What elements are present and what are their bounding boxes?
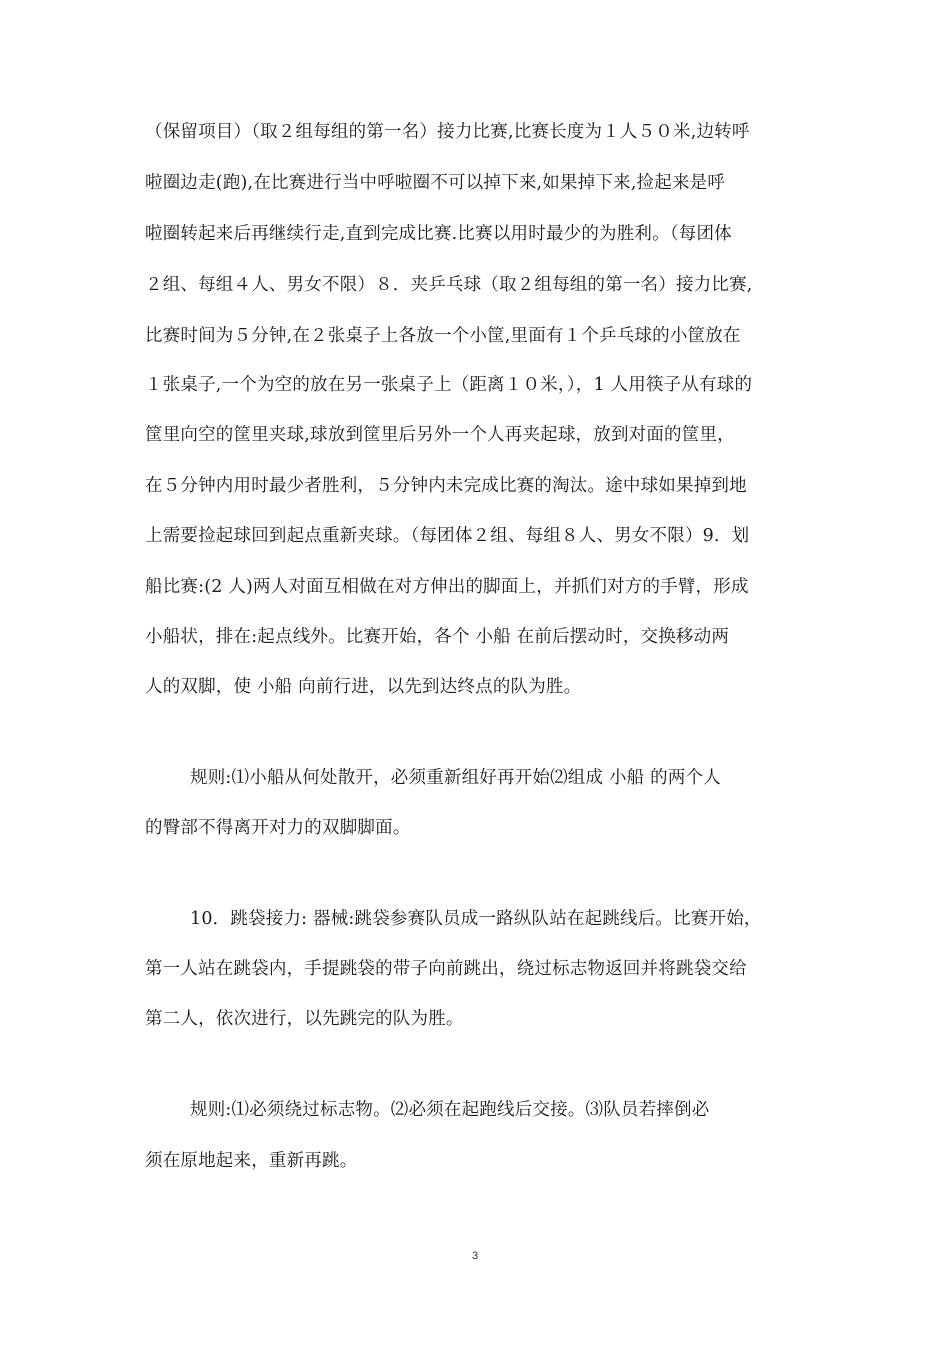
text-line: 规则:⑴小船从何处散开，必须重新组好再开始⑵组成 小船 的两个人 [190, 768, 721, 788]
text-line: （保留项目）（取２组每组的第一名）接力比赛,比赛长度为１人５０米,边转呼 [145, 122, 750, 142]
text-line: 上需要捡起球回到起点重新夹球。（每团体２组、每组８人、男女不限）9．划 [145, 526, 750, 546]
text-line: 小船状，排在:起点线外。比赛开始，各个 小船 在前后摆动时，交换移动两 [145, 627, 730, 647]
text-line: 啦圈转起来后再继续行走,直到完成比赛.比赛以用时最少的为胜利。（每团体 [145, 224, 732, 244]
text-line: 第一人站在跳袋内，手提跳袋的带子向前跳出，绕过标志物返回并将跳袋交给 [145, 959, 747, 979]
text-line: 啦圈边走(跑),在比赛进行当中呼啦圈不可以掉下来,如果掉下来,捡起来是呼 [145, 173, 726, 193]
text-line: 筐里向空的筐里夹球,球放到筐里后另外一个人再夹起球，放到对面的筐里， [145, 425, 735, 445]
page-number: 3 [471, 1250, 479, 1262]
text-line: 规则:⑴必须绕过标志物。⑵必须在起跑线后交接。⑶队员若摔倒必 [190, 1100, 710, 1120]
text-line: 第二人，依次进行，以先跳完的队为胜。 [145, 1009, 464, 1029]
text-line: 在５分钟内用时最少者胜利，５分钟内未完成比赛的淘汰。途中球如果掉到地 [145, 476, 747, 496]
text-line: 10．跳袋接力: 器械:跳袋参赛队员成一路纵队站在起跳线后。比赛开始， [190, 909, 762, 929]
text-line: 的臀部不得离开对力的双脚脚面。 [145, 818, 411, 838]
text-line: 人的双脚，使 小船 向前行进，以先到达终点的队为胜。 [145, 677, 582, 697]
text-line: ２组、每组４人、男女不限）８．夹乒乓球（取２组每组的第一名）接力比赛, [145, 275, 753, 295]
text-line: 船比赛:(2 人)两人对面互相做在对方伸出的脚面上，并抓们对方的手臂，形成 [145, 577, 749, 597]
text-line: 须在原地起来，重新再跳。 [145, 1151, 358, 1171]
text-line: 比赛时间为５分钟,在２张桌子上各放一个小筐,里面有１个乒乓球的小筐放在 [145, 326, 741, 346]
text-line: １张桌子,一个为空的放在另一张桌子上（距离１０米，），1 人用筷子从有球的 [145, 375, 753, 395]
